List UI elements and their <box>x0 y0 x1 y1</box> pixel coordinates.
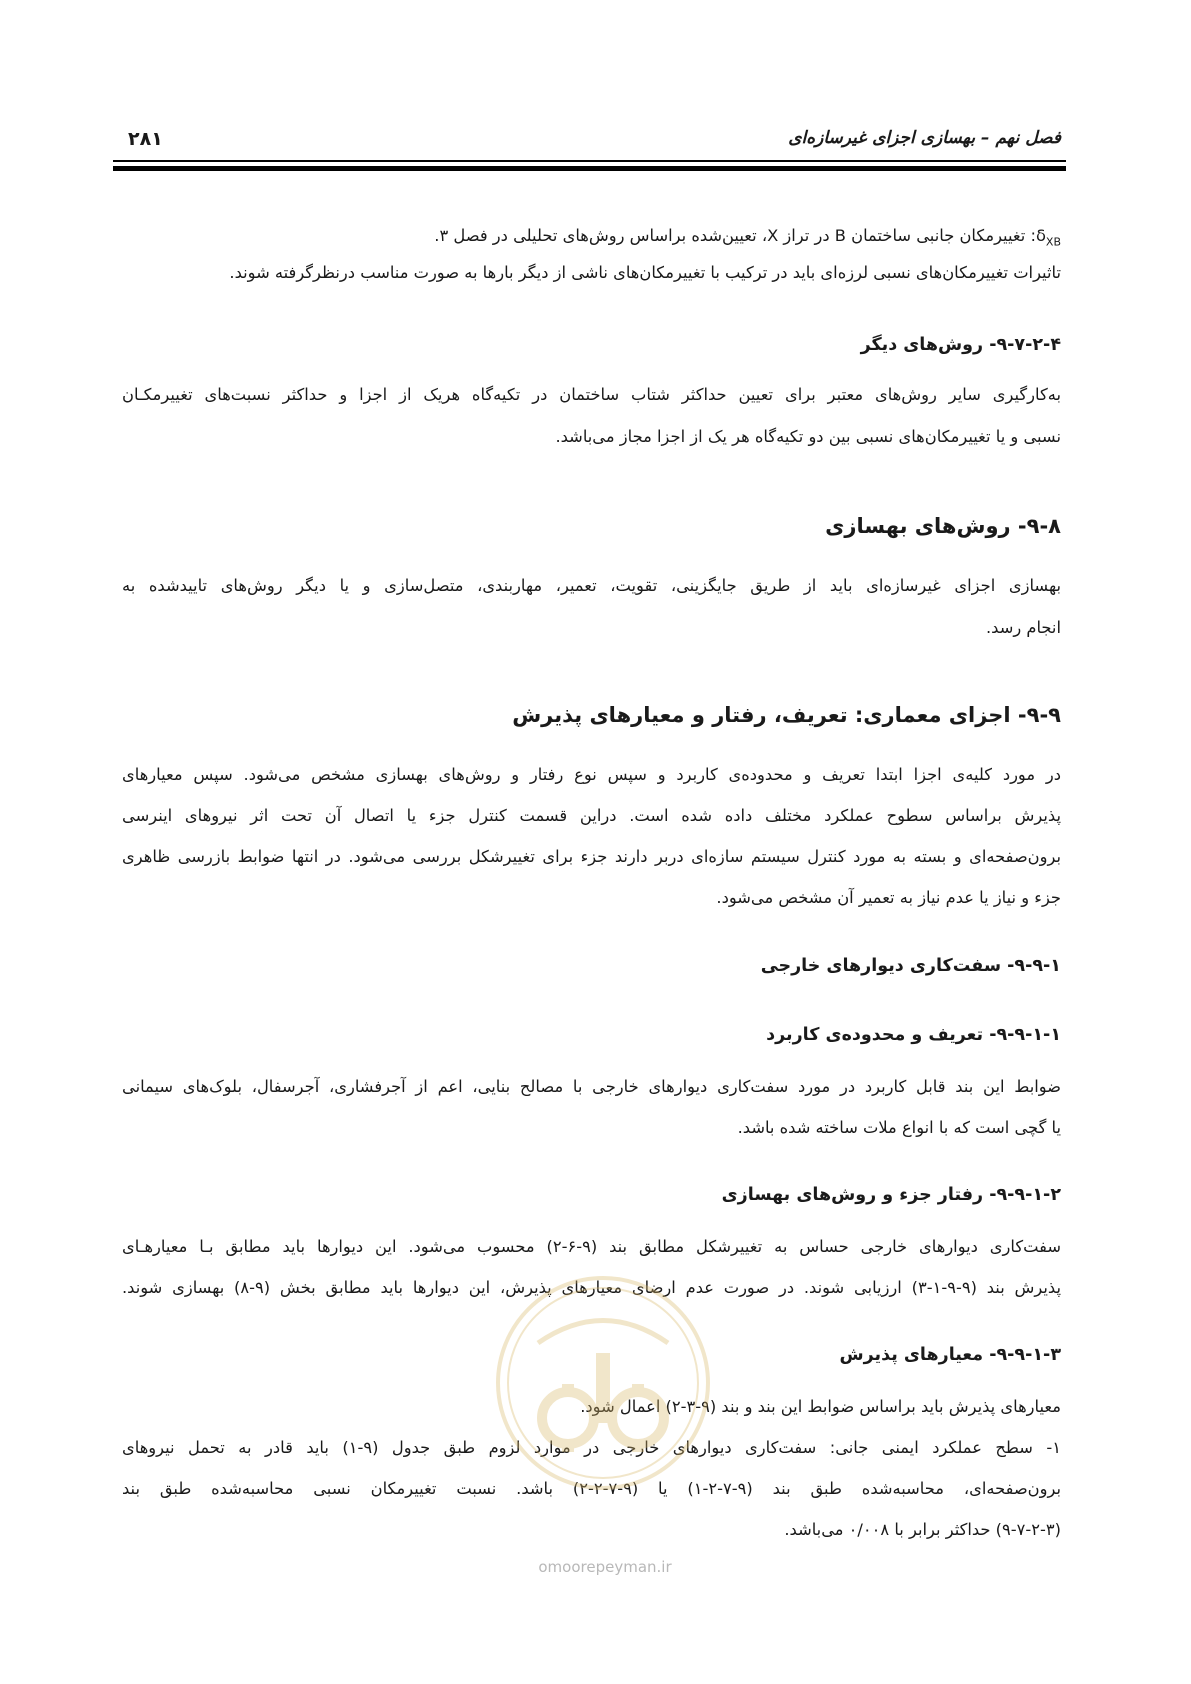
heading-9-9-1-2: ۹-۹-۱-۲- رفتار جزء و روش‌های بهسازی <box>721 1185 1061 1205</box>
heading-9-9-1-1: ۹-۹-۱-۱- تعریف و محدوده‌ی کاربرد <box>766 1025 1061 1045</box>
header-rule-thin <box>113 160 1066 162</box>
heading-9-9-1: ۹-۹-۱- سفت‌کاری دیوارهای خارجی <box>760 956 1061 976</box>
definition-delta-xb: $\delta_{XB}$: تغییرمکان جانبی ساختمان B در تراز X، تعیین‌شده براساس روش‌های تحلیلی در فصل ۳. <box>434 226 1061 249</box>
watermark-logo-icon <box>488 1258 718 1508</box>
paragraph-line: بهسازی اجزای غیرسازه‌ای باید از طریق جایگزینی، تقویت، تعمیر، مهاربندی، متصل‌سازی و یا دیگر روش‌های تاییدشده به <box>122 576 1061 595</box>
paragraph-line: ۱- سطح عملکرد ایمنی جانی: سفت‌کاری دیوارهای خارجی در موارد لزوم طبق جدول (۹-۱) باید قادر به تحمل نیروهای <box>122 1438 1061 1457</box>
header-rule-thick <box>113 166 1066 171</box>
paragraph-line: برون‌صفحه‌ای، محاسبه‌شده طبق بند (۹-۷-۲-۱) یا (۹-۷-۲-۲) باشد. نسبت تغییرمکان نسبی محاسبه‌شده طبق بند <box>122 1479 1062 1498</box>
paragraph-line: در مورد کلیه‌ی اجزا ابتدا تعریف و محدوده‌ی کاربرد و سپس نوع رفتار و روش‌های بهسازی مشخص می‌شود. سپس معیارهای <box>122 765 1061 784</box>
paragraph-line: پذیرش بند (۹-۹-۱-۳) ارزیابی شوند. در صورت عدم ارضای معیارهای پذیرش، این دیوارها باید مطابق بخش (۹-۸) بهسازی شوند. <box>122 1278 1061 1297</box>
paragraph-line: معیارهای پذیرش باید براساس ضوابط این بند و بند (۹-۳-۲) اعمال شود. <box>580 1397 1061 1416</box>
running-header-title: فصل نهم – بهسازی اجزای غیرسازه‌ای <box>788 128 1061 148</box>
page-number: ۲۸۱ <box>128 128 163 150</box>
paragraph-line: (۹-۷-۲-۳) حداکثر برابر با ۰/۰۰۸ می‌باشد. <box>784 1520 1061 1539</box>
paragraph-line: ضوابط این بند قابل کاربرد در مورد سفت‌کاری دیوارهای خارجی با مصالح بنایی، اعم از آجرفشاری، آجرسفال، بلوک‌های سیمانی <box>122 1077 1061 1096</box>
paragraph-line: سفت‌کاری دیوارهای خارجی حساس به تغییرشکل مطابق بند (۹-۶-۲) محسوب می‌شود. این دیوارها باید مطابق بـا معیارهـای <box>122 1237 1061 1256</box>
paragraph-line: به‌کارگیری سایر روش‌های معتبر برای تعیین حداکثر شتاب ساختمان در تکیه‌گاه هریک از اجزا و حداکثر نسبت‌های تغییرمکـان <box>122 385 1061 404</box>
delta-symbol: $\delta_{XB}$ <box>1035 226 1061 249</box>
paragraph-line: برون‌صفحه‌ای و بسته به مورد کنترل سیستم سازه‌ای دربر دارند جزء برای تغییرشکل بررسی می‌شود. در انتها ضوابط بازرسی ظاهری <box>122 847 1061 866</box>
heading-9-8: ۹-۸- روش‌های بهسازی <box>825 514 1061 538</box>
heading-9-7-2-4: ۹-۷-۲-۴- روش‌های دیگر <box>860 335 1061 355</box>
paragraph-line: جزء و نیاز یا عدم نیاز به تعمیر آن مشخص می‌شود. <box>716 888 1061 907</box>
paragraph-line: پذیرش براساس سطوح عملکرد مختلف داده شده است. دراین قسمت کنترل جزء یا اتصال آن تحت اثر نیروهای اینرسی <box>122 806 1061 825</box>
paragraph-line: انجام رسد. <box>985 618 1061 637</box>
heading-9-9: ۹-۹- اجزای معماری: تعریف، رفتار و معیارهای پذیرش <box>512 703 1061 727</box>
paragraph-line: یا گچی است که با انواع ملات ساخته شده باشد. <box>737 1118 1061 1137</box>
heading-9-9-1-3: ۹-۹-۱-۳- معیارهای پذیرش <box>839 1345 1061 1365</box>
paragraph-line: تاثیرات تغییرمکان‌های نسبی لرزه‌ای باید در ترکیب با تغییرمکان‌های ناشی از دیگر بارها به صورت مناسب درنظرگرفته شوند. <box>229 263 1061 282</box>
paragraph-line: نسبی و یا تغییرمکان‌های نسبی بین دو تکیه‌گاه هر یک از اجزا مجاز می‌باشد. <box>555 427 1061 446</box>
watermark-url: omoorepeyman.ir <box>538 1558 672 1576</box>
